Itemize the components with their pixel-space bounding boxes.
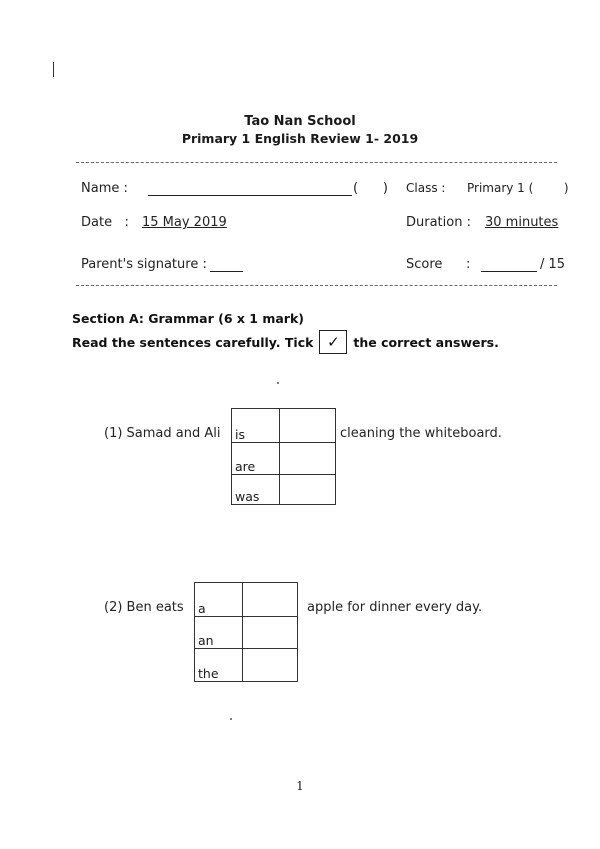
date-value: 15 May 2019 — [142, 215, 227, 230]
stray-dot — [277, 382, 279, 384]
question-1-tick-box[interactable] — [280, 443, 336, 475]
class-label: Class : — [406, 181, 446, 195]
score-colon: : — [466, 257, 471, 272]
question-2-option: the — [195, 649, 243, 682]
question-2-row — [195, 649, 298, 682]
header-divider — [76, 162, 557, 163]
parent-signature-label: Parent's signature : — [81, 257, 207, 272]
question-1-row — [232, 409, 336, 443]
paper-title: Primary 1 English Review 1- 2019 — [181, 131, 419, 146]
margin-mark — [53, 62, 54, 77]
question-2-row — [195, 617, 298, 649]
question-2-tick-box[interactable] — [243, 617, 298, 649]
question-1-grid — [231, 408, 336, 505]
question-1-option: was — [232, 475, 280, 505]
class-field[interactable]: Primary 1 ( ) — [467, 181, 569, 195]
question-1-prompt: (1) Samad and Ali — [104, 426, 221, 441]
question-2-option: an — [195, 617, 243, 649]
name-label: Name : — [81, 181, 128, 196]
question-1-option: is — [232, 409, 280, 443]
score-label: Score — [406, 257, 443, 272]
parent-signature-field[interactable] — [210, 271, 243, 272]
section-title: Section A: Grammar (6 x 1 mark) — [72, 311, 304, 326]
tick-icon: ✓ — [319, 330, 347, 354]
question-1-row — [232, 475, 336, 505]
duration-value: 30 minutes — [485, 215, 559, 230]
instruction-text-end: the correct answers. — [353, 334, 499, 350]
question-2-tick-box[interactable] — [243, 583, 298, 617]
question-1-row — [232, 443, 336, 475]
instruction-text-start: Read the sentences carefully. Tick — [72, 334, 314, 350]
question-2-prompt: (2) Ben eats — [104, 600, 184, 615]
school-name: Tao Nan School — [244, 114, 356, 129]
register-number-field[interactable]: ( ) — [353, 181, 388, 196]
question-2-row — [195, 583, 298, 617]
question-2-rest: apple for dinner every day. — [307, 600, 483, 615]
question-1-tick-box[interactable] — [280, 409, 336, 443]
info-divider — [76, 285, 557, 286]
name-field[interactable] — [148, 195, 352, 196]
page-number: 1 — [296, 779, 304, 793]
date-label: Date : — [81, 215, 129, 230]
question-1-tick-box[interactable] — [280, 475, 336, 505]
question-1-option: are — [232, 443, 280, 475]
question-2-grid — [194, 582, 298, 682]
question-1-rest: cleaning the whiteboard. — [340, 426, 502, 441]
score-total: / 15 — [540, 257, 566, 272]
duration-label: Duration : — [406, 215, 471, 230]
score-field[interactable] — [481, 271, 537, 272]
stray-dot — [230, 718, 232, 720]
section-instruction — [72, 330, 499, 354]
question-2-option: a — [195, 583, 243, 617]
question-2-tick-box[interactable] — [243, 649, 298, 682]
